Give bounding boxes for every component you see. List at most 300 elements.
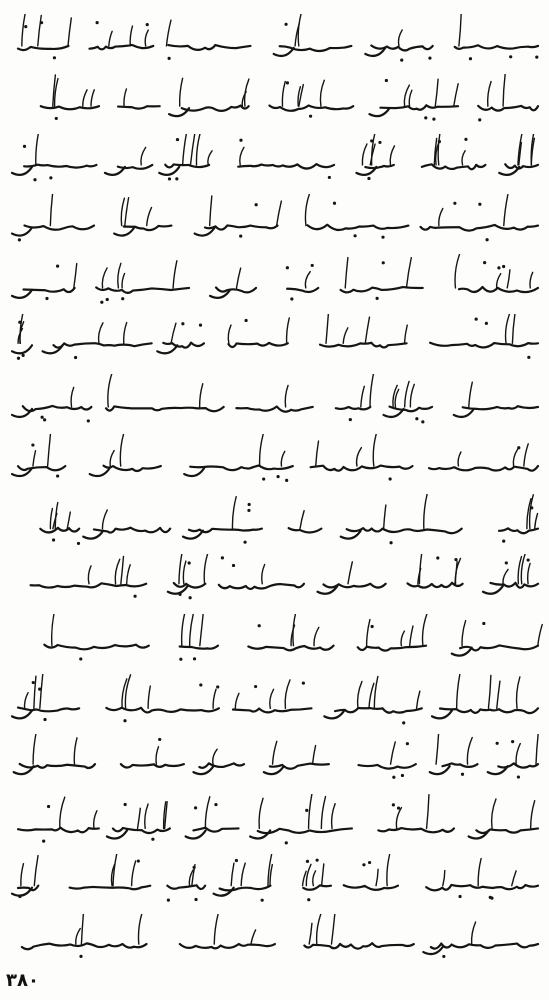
script-ascender-stroke — [99, 323, 103, 343]
script-dot — [56, 265, 59, 268]
script-dot — [284, 23, 287, 26]
script-ascender-stroke — [300, 511, 304, 529]
script-ascender-stroke — [358, 681, 362, 708]
script-ascender-stroke — [398, 30, 402, 46]
script-word-stroke — [228, 343, 287, 347]
script-ascender-stroke — [124, 323, 127, 344]
script-dot — [406, 742, 409, 745]
script-ascender-stroke — [236, 268, 240, 288]
script-dot — [181, 322, 184, 325]
script-ascender-stroke — [458, 452, 461, 466]
script-ascender-stroke — [130, 26, 132, 46]
script-dot — [402, 721, 405, 724]
script-ascender-stroke — [22, 14, 26, 46]
script-dot — [18, 895, 21, 898]
script-ascender-stroke — [427, 795, 429, 829]
script-ascender-stroke — [213, 749, 217, 764]
script-word-stroke — [238, 164, 334, 168]
script-dot — [285, 841, 288, 844]
script-dot — [389, 541, 392, 544]
script-word-stroke — [442, 763, 477, 767]
script-word-stroke — [358, 764, 415, 768]
script-ascender-stroke — [260, 434, 264, 466]
manuscript-line — [8, 254, 544, 306]
script-dot — [502, 265, 505, 268]
script-ascender-stroke — [138, 808, 141, 828]
script-dot — [193, 657, 196, 660]
script-dot — [199, 323, 202, 326]
script-dot — [311, 264, 314, 267]
script-dot — [43, 418, 46, 421]
script-ascender-stroke — [488, 82, 491, 107]
script-ascender-stroke — [285, 385, 288, 407]
script-ascender-stroke — [457, 674, 460, 708]
script-dot — [24, 25, 27, 28]
script-ascender-stroke — [512, 314, 515, 343]
script-ascender-stroke — [240, 147, 244, 165]
script-dot — [309, 115, 312, 118]
script-word-stroke — [40, 528, 79, 533]
script-ascender-stroke — [270, 865, 272, 886]
handwriting-strokes — [8, 74, 544, 126]
script-dot — [56, 474, 59, 477]
script-ascender-stroke — [530, 272, 533, 288]
script-ascender-stroke — [138, 914, 142, 944]
handwriting-strokes — [8, 194, 544, 246]
script-ascender-stroke — [83, 90, 87, 106]
script-dot — [262, 477, 265, 480]
script-word-stroke — [289, 528, 322, 532]
script-ascender-stroke — [362, 144, 367, 165]
script-tail-stroke — [114, 228, 134, 236]
script-word-stroke — [22, 943, 147, 949]
script-dot — [38, 688, 41, 691]
script-word-stroke — [23, 406, 92, 411]
script-ascender-stroke — [60, 797, 65, 828]
script-ascender-stroke — [74, 738, 77, 764]
script-dot — [482, 622, 485, 625]
script-ascender-stroke — [370, 374, 374, 407]
script-ascender-stroke — [322, 864, 324, 886]
script-ascender-stroke — [469, 382, 473, 407]
script-ascender-stroke — [365, 317, 369, 343]
script-dot — [454, 558, 457, 561]
script-dot — [31, 443, 34, 446]
script-word-stroke — [320, 343, 407, 348]
script-dot — [382, 261, 385, 264]
script-ascender-stroke — [504, 195, 508, 226]
script-ascender-stroke — [374, 676, 378, 708]
script-ascender-stroke — [348, 562, 352, 584]
script-dot — [235, 859, 238, 862]
handwriting-strokes — [8, 914, 544, 966]
script-dot — [415, 417, 418, 420]
script-dot — [305, 809, 308, 812]
script-dot — [302, 681, 305, 684]
script-word-stroke — [24, 225, 94, 229]
script-ascender-stroke — [118, 263, 121, 288]
script-dot — [436, 556, 439, 559]
script-ascender-stroke — [145, 30, 148, 46]
script-word-stroke — [499, 528, 538, 533]
script-ascender-stroke — [507, 270, 510, 288]
script-ascender-stroke — [305, 272, 310, 288]
script-ascender-stroke — [506, 314, 511, 343]
script-word-stroke — [96, 287, 189, 292]
script-word-stroke — [308, 225, 409, 230]
script-dot — [485, 322, 488, 325]
script-ascender-stroke — [183, 561, 186, 584]
script-ascender-stroke — [497, 681, 500, 708]
script-dot — [175, 177, 178, 180]
manuscript-line — [8, 554, 544, 606]
script-ascender-stroke — [127, 565, 131, 584]
script-dot — [40, 21, 43, 24]
script-dot — [497, 266, 500, 269]
script-dot — [33, 178, 36, 181]
script-dot — [392, 803, 395, 806]
script-dot — [258, 624, 261, 627]
script-ascender-stroke — [492, 799, 496, 828]
script-dot — [176, 138, 179, 141]
script-ascender-stroke — [423, 614, 428, 646]
script-word-stroke — [167, 885, 205, 889]
script-dot — [254, 685, 257, 688]
script-ascender-stroke — [314, 627, 319, 645]
script-ascender-stroke — [67, 512, 70, 529]
script-tail-stroke — [12, 345, 32, 353]
script-ascender-stroke — [147, 207, 152, 225]
script-word-stroke — [341, 287, 423, 292]
script-tail-stroke — [274, 48, 294, 56]
script-dot — [511, 740, 514, 743]
script-ascender-stroke — [309, 923, 312, 944]
script-ascender-stroke — [180, 78, 183, 106]
script-tail-stroke — [83, 531, 103, 539]
script-dot — [47, 805, 50, 808]
script-dot — [400, 59, 403, 62]
script-ascender-stroke — [454, 84, 458, 106]
script-ascender-stroke — [156, 747, 158, 764]
script-word-stroke — [311, 466, 413, 471]
script-ascender-stroke — [102, 268, 107, 288]
script-dot — [530, 506, 533, 509]
script-ascender-stroke — [384, 505, 386, 529]
handwriting-strokes — [8, 734, 544, 786]
script-dot — [453, 202, 456, 205]
script-word-stroke — [89, 45, 153, 49]
script-ascender-stroke — [213, 689, 216, 708]
script-ascender-stroke — [200, 614, 204, 646]
script-dot — [49, 176, 52, 179]
script-dot — [255, 203, 258, 206]
script-word-stroke — [358, 646, 426, 651]
script-dot — [502, 540, 505, 543]
script-tail-stroke — [12, 710, 32, 718]
script-ascender-stroke — [122, 273, 125, 287]
script-word-stroke — [24, 165, 96, 168]
script-ascender-stroke — [34, 856, 38, 886]
script-dot — [424, 116, 427, 119]
handwriting-strokes — [8, 554, 544, 606]
script-dot — [527, 356, 530, 359]
script-tail-stroke — [483, 586, 503, 594]
script-ascender-stroke — [455, 254, 459, 287]
script-ascender-stroke — [391, 742, 396, 764]
handwriting-strokes — [8, 374, 544, 426]
script-word-stroke — [248, 646, 333, 651]
script-word-stroke — [459, 287, 538, 292]
script-ascender-stroke — [33, 734, 36, 764]
script-ascender-stroke — [204, 554, 209, 584]
script-dot — [18, 238, 21, 241]
script-word-stroke — [193, 828, 238, 832]
script-ascender-stroke — [517, 677, 520, 708]
script-dot — [389, 477, 392, 480]
handwriting-strokes — [8, 794, 544, 846]
script-word-stroke — [505, 164, 538, 168]
script-word-stroke — [429, 466, 538, 471]
script-word-stroke — [70, 886, 151, 890]
script-dot — [461, 773, 464, 776]
script-dot — [32, 681, 35, 684]
script-word-stroke — [18, 828, 99, 833]
script-ascender-stroke — [313, 746, 316, 765]
script-ascender-stroke — [462, 151, 465, 165]
script-dot — [285, 479, 288, 482]
script-ascender-stroke — [316, 441, 319, 466]
script-dot — [276, 475, 279, 478]
script-word-stroke — [303, 885, 331, 889]
handwriting-strokes — [8, 134, 544, 186]
script-dot — [239, 139, 242, 142]
script-word-stroke — [168, 45, 250, 50]
script-ascender-stroke — [113, 854, 117, 886]
script-ascender-stroke — [313, 871, 316, 886]
manuscript-line — [8, 314, 544, 366]
script-dot — [214, 803, 217, 806]
manuscript-line — [8, 674, 544, 726]
script-word-stroke — [94, 528, 170, 533]
script-ascender-stroke — [214, 914, 219, 944]
script-dot — [79, 955, 82, 958]
script-ascender-stroke — [273, 741, 277, 764]
script-ascender-stroke — [245, 79, 249, 106]
script-ascender-stroke — [210, 196, 212, 226]
script-ascender-stroke — [436, 734, 439, 764]
script-word-stroke — [180, 944, 275, 948]
script-dot — [362, 863, 365, 866]
script-word-stroke — [54, 343, 152, 347]
script-dot — [87, 419, 90, 422]
script-ascender-stroke — [33, 451, 36, 466]
script-dot — [167, 899, 170, 902]
script-word-stroke — [124, 226, 172, 231]
script-dot — [45, 297, 48, 300]
script-ascender-stroke — [121, 556, 124, 583]
script-dot — [376, 297, 379, 300]
script-ascender-stroke — [21, 864, 24, 886]
script-ascender-stroke — [367, 620, 370, 646]
script-ascender-stroke — [409, 90, 412, 106]
script-ascender-stroke — [102, 510, 107, 529]
script-dot — [397, 806, 400, 809]
script-dot — [124, 803, 127, 806]
script-word-stroke — [280, 46, 352, 51]
script-dot — [239, 234, 242, 237]
script-ascender-stroke — [516, 744, 520, 765]
script-dot — [74, 356, 77, 359]
script-ascender-stroke — [277, 201, 282, 226]
script-ascender-stroke — [281, 451, 284, 466]
script-tail-stroke — [90, 468, 110, 476]
script-dot — [243, 541, 246, 544]
script-dot — [475, 317, 478, 320]
script-ascender-stroke — [262, 564, 265, 583]
script-ascender-stroke — [76, 929, 81, 945]
script-tail-stroke — [454, 409, 474, 417]
script-ascender-stroke — [535, 514, 538, 529]
script-dot — [478, 118, 481, 121]
script-ascender-stroke — [298, 14, 302, 46]
script-word-stroke — [113, 828, 170, 833]
script-ascender-stroke — [536, 734, 539, 764]
script-ascender-stroke — [38, 15, 42, 46]
script-dot — [286, 81, 289, 84]
script-ascender-stroke — [235, 693, 239, 708]
script-dot — [438, 140, 441, 143]
script-word-stroke — [20, 764, 95, 768]
script-ascender-stroke — [52, 614, 55, 646]
script-word-stroke — [287, 288, 318, 292]
handwriting-strokes — [8, 494, 544, 546]
manuscript-line — [8, 794, 544, 846]
script-ascender-stroke — [50, 508, 52, 528]
script-ascender-stroke — [390, 146, 394, 165]
script-word-stroke — [18, 708, 79, 712]
script-dot — [52, 538, 55, 541]
script-dot — [77, 542, 80, 545]
script-dot — [401, 774, 404, 777]
script-dot — [79, 657, 82, 660]
script-word-stroke — [304, 943, 413, 948]
script-dot — [41, 416, 44, 419]
script-word-stroke — [490, 583, 538, 588]
script-dot — [367, 177, 370, 180]
script-ascender-stroke — [108, 374, 113, 407]
script-ascender-stroke — [326, 314, 328, 343]
script-tail-stroke — [12, 228, 32, 236]
script-dot — [286, 266, 289, 269]
script-dot — [189, 596, 192, 599]
script-word-stroke — [182, 106, 249, 111]
script-word-stroke — [455, 45, 538, 49]
script-dot — [193, 866, 196, 869]
script-word-stroke — [498, 763, 538, 767]
script-word-stroke — [258, 828, 352, 833]
script-dot — [527, 558, 530, 561]
script-ascender-stroke — [71, 387, 74, 407]
script-dot — [199, 683, 202, 686]
script-dot — [442, 955, 445, 958]
script-ascender-stroke — [166, 20, 171, 46]
script-dot — [53, 56, 56, 59]
script-word-stroke — [476, 828, 538, 833]
script-word-stroke — [189, 529, 262, 533]
script-dot — [316, 859, 319, 862]
script-tail-stroke — [369, 108, 389, 116]
script-ascender-stroke — [91, 90, 94, 106]
script-ascender-stroke — [332, 804, 336, 829]
script-word-stroke — [180, 646, 218, 649]
script-ascender-stroke — [528, 563, 530, 583]
script-dot — [517, 775, 520, 778]
script-dot — [478, 203, 481, 206]
script-ascender-stroke — [25, 693, 29, 709]
script-ascender-stroke — [410, 626, 413, 646]
manuscript-line — [8, 914, 544, 966]
script-dot — [133, 595, 136, 598]
script-ascender-stroke — [369, 683, 374, 708]
script-word-stroke — [199, 763, 244, 767]
script-ascender-stroke — [190, 134, 194, 165]
script-word-stroke — [236, 407, 312, 412]
script-dot — [349, 418, 352, 421]
script-ascender-stroke — [435, 79, 438, 106]
script-word-stroke — [220, 886, 271, 891]
script-dot — [151, 838, 154, 841]
script-word-stroke — [324, 584, 386, 588]
script-ascender-stroke — [132, 861, 136, 886]
script-ascender-stroke — [88, 566, 91, 584]
script-dot — [333, 202, 336, 205]
script-dot — [483, 261, 486, 264]
script-ascender-stroke — [305, 194, 309, 225]
script-dot — [123, 719, 126, 722]
script-ascender-stroke — [438, 134, 441, 165]
script-ascender-stroke — [406, 258, 411, 288]
script-dot — [371, 625, 374, 628]
script-ascender-stroke — [68, 18, 71, 46]
script-word-stroke — [365, 165, 393, 168]
script-tail-stroke — [432, 710, 452, 718]
script-ascender-stroke — [538, 625, 542, 646]
script-word-stroke — [378, 828, 454, 832]
script-dot — [55, 117, 58, 120]
script-ascender-stroke — [251, 930, 256, 944]
script-dot — [378, 141, 381, 144]
script-dot — [96, 21, 99, 24]
script-ascender-stroke — [81, 914, 83, 944]
handwriting-strokes — [8, 254, 544, 306]
script-dot — [368, 861, 371, 864]
script-ascender-stroke — [121, 198, 124, 225]
script-ascender-stroke — [124, 89, 126, 106]
script-tail-stroke — [430, 766, 450, 774]
script-dot — [381, 236, 384, 239]
manuscript-line — [8, 434, 544, 486]
script-dot — [146, 23, 149, 26]
manuscript-line — [8, 614, 544, 666]
script-word-stroke — [380, 105, 458, 109]
script-ascender-stroke — [205, 797, 209, 829]
script-ascender-stroke — [171, 323, 176, 343]
manuscript-line — [8, 734, 544, 786]
script-tail-stroke — [452, 648, 472, 656]
script-tail-stroke — [186, 830, 206, 838]
script-ascender-stroke — [357, 448, 362, 466]
script-dot — [244, 319, 247, 322]
